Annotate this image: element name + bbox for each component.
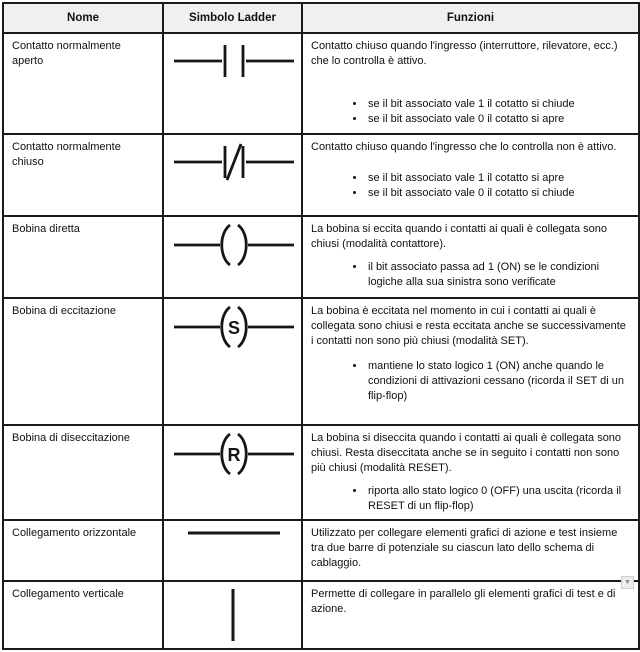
vertical-link-icon	[227, 587, 239, 643]
function-description: La bobina si diseccita quando i contatti ai quali è collegata sono chiusi. Resta diseccitata anche se in seguito i contatti non sono più chiusi (modalità RESET).	[311, 431, 622, 474]
function-bullet-list	[311, 171, 630, 201]
function-description: Contatto chiuso quando l'ingresso (interruttore, rilevatore, ecc.) che lo controlla è attivo.	[311, 40, 618, 67]
table-row-collegamento-orizzontale	[3, 520, 639, 580]
horizontal-link-icon	[172, 527, 296, 539]
row-name: Collegamento verticale	[3, 581, 163, 650]
collapsed-marker-icon[interactable]: ▼	[621, 576, 634, 589]
set-coil-icon	[172, 304, 296, 350]
row-name: Collegamento orizzontale	[3, 520, 163, 580]
set-coil-letter: S	[227, 317, 241, 338]
table-row-bobina-eccitazione	[3, 298, 639, 425]
table-row-contatto-nc	[3, 134, 639, 217]
table-row-bobina-diretta	[3, 216, 639, 298]
symbol-cell	[163, 520, 302, 580]
table-row-contatto-na	[3, 33, 639, 134]
normally-closed-contact-icon	[172, 140, 296, 184]
row-function	[302, 425, 639, 521]
function-description: Permette di collegare in parallelo gli elementi grafici di test e di azione.	[311, 587, 616, 615]
function-bullet: • se il bit associato vale 0 il cotatto si chiude	[366, 186, 630, 201]
table-row-collegamento-verticale	[3, 581, 639, 650]
row-function	[302, 134, 639, 217]
row-function	[302, 298, 639, 425]
column-header-nome: Nome	[3, 3, 163, 33]
row-function	[302, 216, 639, 298]
row-name: Contatto normalmente aperto	[3, 33, 163, 134]
function-bullet-list	[311, 260, 630, 290]
symbol-cell	[163, 425, 302, 521]
column-header-funzioni: Funzioni	[302, 3, 639, 33]
function-bullet-list	[311, 359, 630, 404]
symbol-cell	[163, 33, 302, 134]
reset-coil-icon	[172, 431, 296, 477]
function-bullet-list	[311, 484, 630, 514]
table-row-bobina-diseccitazione	[3, 425, 639, 521]
coil-icon	[172, 222, 296, 268]
row-function	[302, 581, 639, 650]
function-bullet: • se il bit associato vale 0 il cotatto si apre	[366, 112, 630, 127]
reset-coil-letter: R	[227, 444, 241, 465]
row-name: Contatto normalmente chiuso	[3, 134, 163, 217]
symbol-cell	[163, 216, 302, 298]
table-header	[3, 3, 639, 33]
function-description: Utilizzato per collegare elementi grafici di azione e test insieme tra due barre di potenziale su ciascun lato dello schema di cablaggio.	[311, 527, 618, 570]
function-description: La bobina si eccita quando i contatti ai quali è collegata sono chiusi (modalità contattore).	[311, 223, 607, 251]
function-bullet: • mantiene lo stato logico 1 (ON) anche quando le condizioni di attivazioni cessano (ricorda il SET di un flip-flop)	[366, 359, 630, 404]
function-description: Contatto chiuso quando l'ingresso che lo controlla non è attivo.	[311, 140, 617, 153]
function-bullet: • se il bit associato vale 1 il cotatto si apre	[366, 171, 630, 186]
symbol-cell	[163, 298, 302, 425]
symbol-cell	[163, 581, 302, 650]
function-description: La bobina è eccitata nel momento in cui i contatti ai quali è collegata sono chiusi e resta eccitata anche se successivamente i contatti non sono più chiusi (modalità SET).	[311, 304, 626, 347]
function-bullet: • riporta allo stato logico 0 (OFF) una uscita (ricorda il RESET di un flip-flop)	[366, 484, 630, 514]
row-function	[302, 33, 639, 134]
column-header-simbolo-ladder: Simbolo Ladder	[163, 3, 302, 33]
symbol-cell	[163, 134, 302, 217]
normally-open-contact-icon	[172, 39, 296, 83]
function-bullet-list	[311, 97, 630, 127]
function-bullet: • il bit associato passa ad 1 (ON) se le condizioni logiche alla sua sinistra sono verificate	[366, 260, 630, 290]
ladder-symbols-table	[2, 2, 640, 650]
row-name: Bobina di diseccitazione	[3, 425, 163, 521]
row-name: Bobina diretta	[3, 216, 163, 298]
row-function	[302, 520, 639, 580]
function-bullet: • se il bit associato vale 1 il cotatto si chiude	[366, 97, 630, 112]
row-name: Bobina di eccitazione	[3, 298, 163, 425]
